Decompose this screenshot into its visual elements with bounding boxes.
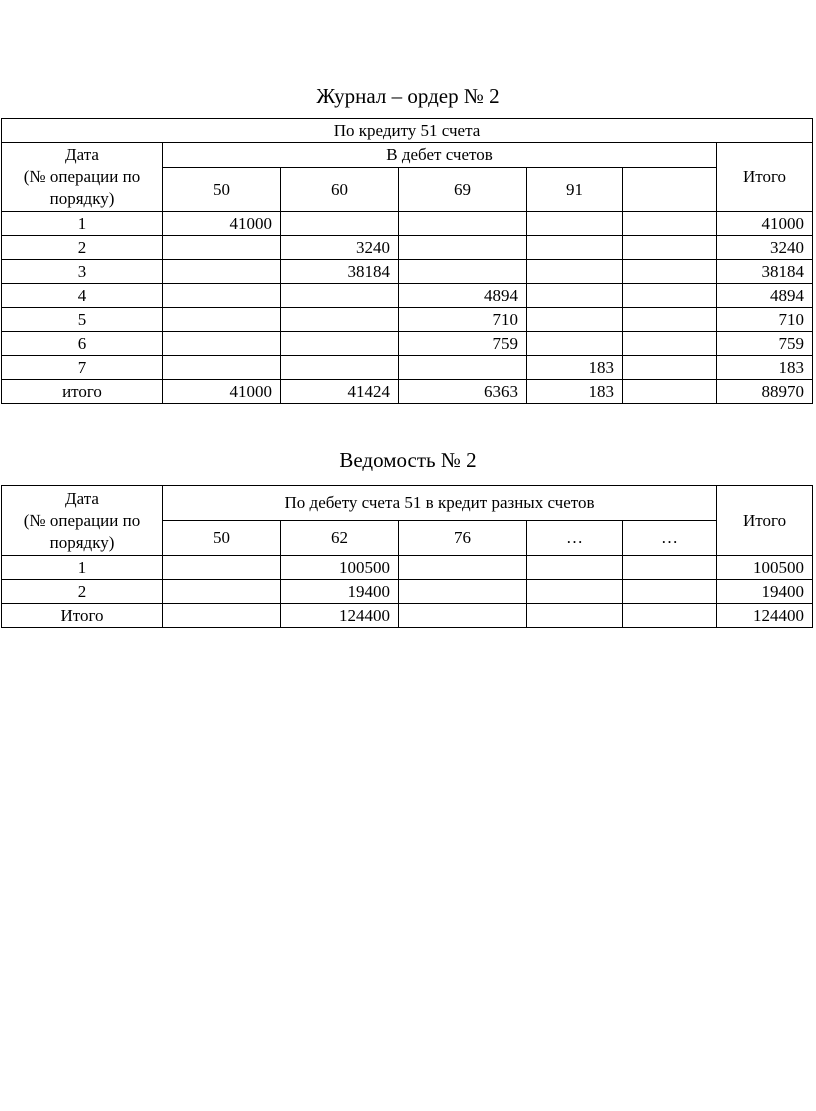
- amount-cell: [399, 580, 527, 604]
- table-row: [2, 212, 813, 236]
- amount-cell: 41424: [281, 380, 399, 404]
- statement-account-header: 50: [163, 521, 281, 556]
- amount-cell: [281, 332, 399, 356]
- statement-table: [1, 485, 813, 628]
- statement-account-header: 76: [399, 521, 527, 556]
- amount-cell: [281, 356, 399, 380]
- journal-account-header: [623, 168, 717, 212]
- amount-cell: [163, 356, 281, 380]
- amount-cell: [399, 260, 527, 284]
- statement-account-header: …: [623, 521, 717, 556]
- journal-total-header: Итого: [717, 143, 813, 212]
- amount-cell: 6363: [399, 380, 527, 404]
- amount-cell: [527, 260, 623, 284]
- total-cell: 710: [717, 308, 813, 332]
- amount-cell: [163, 260, 281, 284]
- table-row: [2, 236, 813, 260]
- amount-cell: [163, 604, 281, 628]
- amount-cell: [623, 604, 717, 628]
- operation-number-cell: 6: [2, 332, 163, 356]
- amount-cell: [399, 212, 527, 236]
- table-row: [2, 380, 813, 404]
- amount-cell: [527, 308, 623, 332]
- operation-number-cell: 7: [2, 356, 163, 380]
- total-cell: 41000: [717, 212, 813, 236]
- amount-cell: 183: [527, 356, 623, 380]
- journal-date-header: Дата (№ операции по порядку): [2, 143, 163, 212]
- table-row: [2, 580, 813, 604]
- statement-date-header: Дата (№ операции по порядку): [2, 486, 163, 556]
- statement-account-header: 62: [281, 521, 399, 556]
- amount-cell: [623, 580, 717, 604]
- amount-cell: [163, 556, 281, 580]
- amount-cell: 4894: [399, 284, 527, 308]
- operation-number-cell: итого: [2, 380, 163, 404]
- statement-title: Ведомость № 2: [339, 448, 477, 472]
- amount-cell: [527, 236, 623, 260]
- statement-debit-header: По дебету счета 51 в кредит разных счетов: [163, 486, 717, 521]
- amount-cell: [399, 236, 527, 260]
- amount-cell: [623, 260, 717, 284]
- operation-number-cell: 2: [2, 236, 163, 260]
- amount-cell: [527, 332, 623, 356]
- amount-cell: 183: [527, 380, 623, 404]
- amount-cell: [623, 308, 717, 332]
- total-cell: 124400: [717, 604, 813, 628]
- total-cell: 759: [717, 332, 813, 356]
- amount-cell: [281, 308, 399, 332]
- amount-cell: [527, 284, 623, 308]
- journal-debit-header: В дебет счетов: [163, 143, 717, 168]
- total-cell: 4894: [717, 284, 813, 308]
- total-cell: 3240: [717, 236, 813, 260]
- amount-cell: [623, 236, 717, 260]
- operation-number-cell: Итого: [2, 604, 163, 628]
- table-row: [2, 356, 813, 380]
- table-row: [2, 308, 813, 332]
- table-row: [2, 284, 813, 308]
- amount-cell: [163, 580, 281, 604]
- amount-cell: 710: [399, 308, 527, 332]
- operation-number-cell: 5: [2, 308, 163, 332]
- amount-cell: [163, 308, 281, 332]
- journal-account-header: 91: [527, 168, 623, 212]
- amount-cell: [399, 356, 527, 380]
- total-cell: 88970: [717, 380, 813, 404]
- amount-cell: 19400: [281, 580, 399, 604]
- operation-number-cell: 2: [2, 580, 163, 604]
- amount-cell: 38184: [281, 260, 399, 284]
- table-row: [2, 556, 813, 580]
- journal-account-header: 69: [399, 168, 527, 212]
- operation-number-cell: 1: [2, 212, 163, 236]
- amount-cell: [623, 380, 717, 404]
- amount-cell: [163, 332, 281, 356]
- amount-cell: [163, 236, 281, 260]
- amount-cell: [527, 580, 623, 604]
- amount-cell: [281, 284, 399, 308]
- amount-cell: [623, 332, 717, 356]
- amount-cell: [399, 556, 527, 580]
- amount-cell: 41000: [163, 212, 281, 236]
- table-row: [2, 332, 813, 356]
- total-cell: 183: [717, 356, 813, 380]
- statement-account-header: …: [527, 521, 623, 556]
- amount-cell: 759: [399, 332, 527, 356]
- table-row: [2, 260, 813, 284]
- amount-cell: [527, 212, 623, 236]
- operation-number-cell: 4: [2, 284, 163, 308]
- journal-order-table: [1, 118, 813, 404]
- amount-cell: [399, 604, 527, 628]
- amount-cell: [623, 212, 717, 236]
- amount-cell: [623, 284, 717, 308]
- statement-total-header: Итого: [717, 486, 813, 556]
- journal-account-header: 50: [163, 168, 281, 212]
- journal-account-header: 60: [281, 168, 399, 212]
- journal-title: Журнал – ордер № 2: [316, 84, 500, 108]
- total-cell: 19400: [717, 580, 813, 604]
- amount-cell: 124400: [281, 604, 399, 628]
- operation-number-cell: 3: [2, 260, 163, 284]
- total-cell: 100500: [717, 556, 813, 580]
- amount-cell: [623, 556, 717, 580]
- operation-number-cell: 1: [2, 556, 163, 580]
- table-row: [2, 604, 813, 628]
- amount-cell: 41000: [163, 380, 281, 404]
- amount-cell: 100500: [281, 556, 399, 580]
- journal-caption: По кредиту 51 счета: [2, 119, 813, 143]
- amount-cell: [527, 604, 623, 628]
- amount-cell: [527, 556, 623, 580]
- amount-cell: [281, 212, 399, 236]
- total-cell: 38184: [717, 260, 813, 284]
- amount-cell: 3240: [281, 236, 399, 260]
- amount-cell: [623, 356, 717, 380]
- amount-cell: [163, 284, 281, 308]
